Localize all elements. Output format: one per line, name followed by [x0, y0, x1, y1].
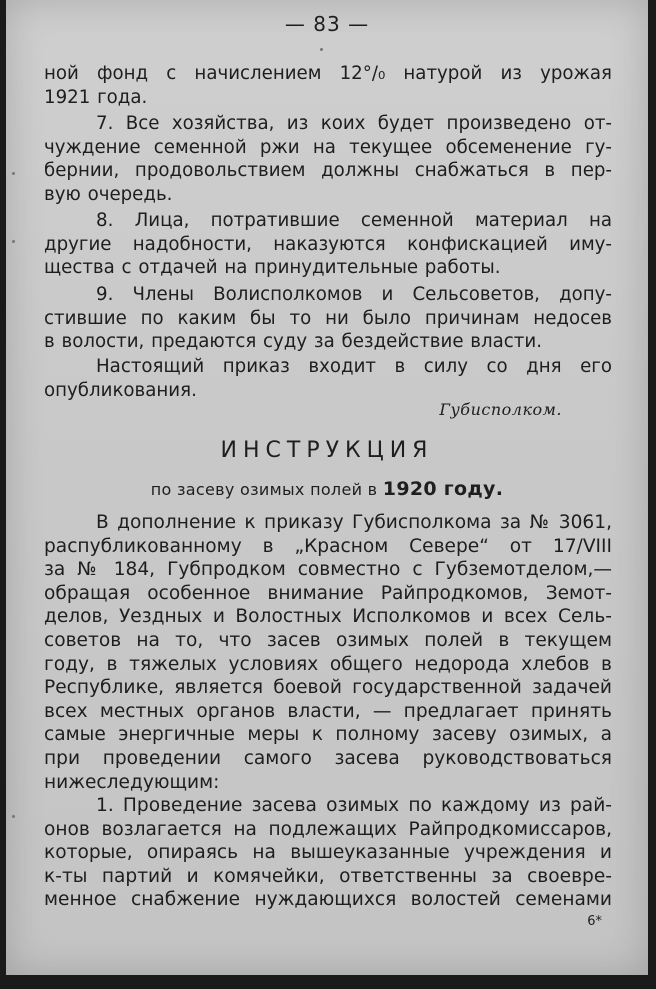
text-line: всех местных органов власти, — предлагает принять: [44, 700, 612, 722]
instruction-subtitle: [6, 478, 648, 500]
text-line: менное снабжение нуждающихся волостей семенами: [44, 889, 612, 911]
text-line: нижеследующим:: [44, 771, 220, 793]
text-line: которые, опираясь на вышеуказанные учреждения и: [44, 842, 612, 864]
text-line: самые энергичные меры к полному засеву озимых, а: [44, 724, 612, 746]
decree-item-9: [44, 283, 612, 354]
text-line: за № 184, Губпродком совместно с Губземотделом,—: [44, 559, 612, 581]
text-line: при проведении самого засева руководствоваться: [44, 747, 612, 769]
text-line: Настоящий приказ входит в силу со дня его: [96, 356, 612, 377]
text-line: к-ты партий и комячейки, ответственны за своевре-: [44, 865, 612, 887]
decree-signature: Губисполком.: [439, 400, 562, 419]
text-line: году, в тяжелых условиях общего недорода хлебов в: [44, 653, 612, 675]
decree-effective-clause: [44, 355, 612, 402]
text-line: 7. Все хозяйства, из коих будет произведено от-: [96, 113, 612, 134]
text-line: обращая особенное внимание Райпродкомов, Земот-: [44, 582, 612, 604]
text-line: бернии, продовольствием должны снабжаться в пер-: [44, 160, 612, 182]
text-line: вую очередь.: [44, 184, 173, 206]
text-line: другие надобности, наказуются конфискацией иму-: [44, 233, 612, 255]
text-line: советов на то, что засев озимых полей в текущем: [44, 629, 612, 651]
text-line: делов, Уездных и Волостных Исполкомов и всех Сель-: [44, 606, 612, 628]
text-line: чуждение семенной ржи на текущее обсеменение гу-: [44, 136, 612, 158]
text-line: опубликования.: [44, 379, 197, 401]
text-line: распубликованному в „Красном Севере“ от 17/VIII: [44, 535, 612, 557]
text-line: В дополнение к приказу Губисполкома за № 3061,: [96, 512, 612, 533]
print-speck: [12, 172, 15, 175]
text-line: 1921 года.: [44, 86, 148, 108]
text-line: щества с отдачей на принудительные работы.: [44, 257, 501, 279]
page-number: — 83 —: [284, 12, 370, 36]
document-page: [6, 0, 648, 975]
decree-continuation: [44, 62, 612, 109]
text-line: в волости, предаются суду за бездействие власти.: [44, 331, 542, 353]
text-line: 1. Проведение засева озимых по каждому из рай-: [96, 795, 612, 816]
text-line: 9. Члены Волисполкомов и Сельсоветов, допу-: [96, 284, 612, 305]
print-speck: [12, 815, 15, 818]
decree-item-8: [44, 209, 612, 280]
instruction-item-1: [44, 794, 612, 912]
print-speck: [320, 48, 323, 51]
signature-mark: 6*: [587, 914, 602, 929]
text-line: 8. Лица, потратившие семенной материал на: [96, 210, 612, 231]
text-line: онов возлагается на подлежащих Райпродкомиссаров,: [44, 818, 612, 840]
print-speck: [12, 240, 15, 243]
instruction-title: ИНСТРУКЦИЯ: [220, 438, 434, 463]
text-line: ной фонд с начислением 12°/₀ натурой из урожая: [44, 63, 612, 84]
instruction-intro: [44, 511, 612, 794]
decree-item-7: [44, 112, 612, 207]
text-line: стившие по каким бы то ни было причинам недосев: [44, 307, 612, 329]
subtitle-text: по засеву озимых полей в: [150, 480, 383, 499]
text-line: Республике, является боевой государственной задачей: [44, 677, 612, 699]
subtitle-year: 1920 году.: [382, 478, 504, 500]
